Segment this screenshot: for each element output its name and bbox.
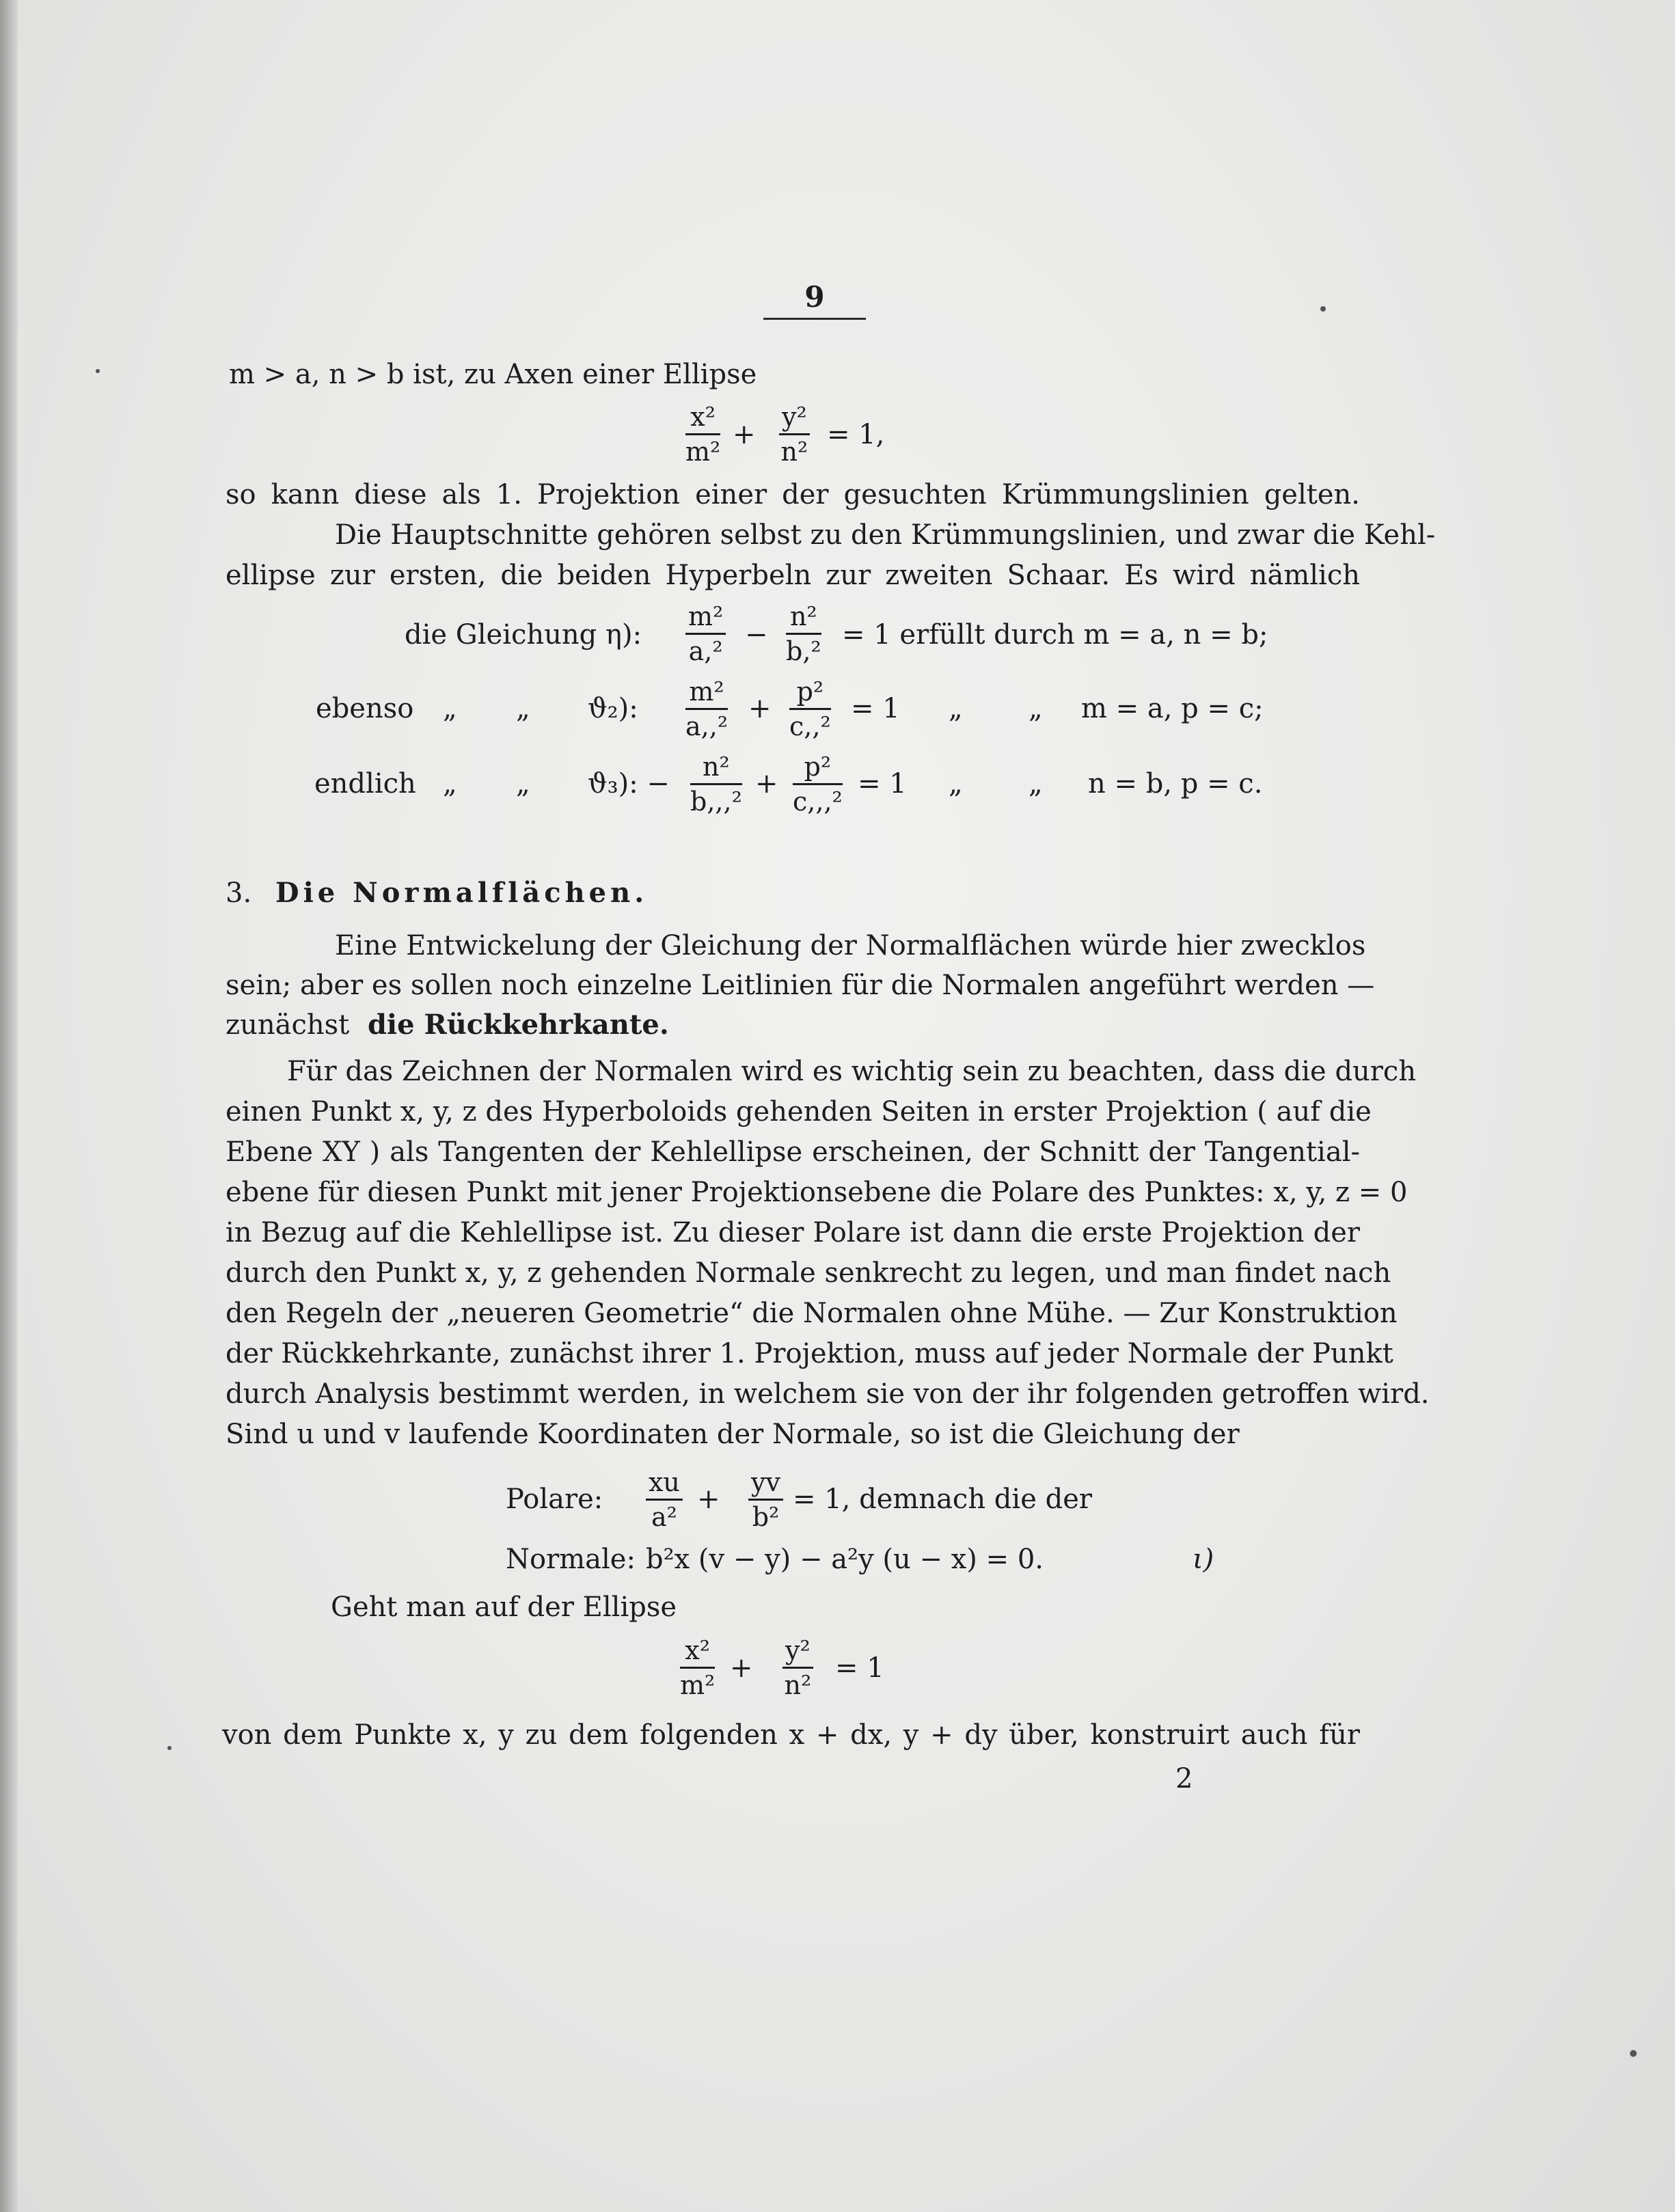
text-line: in Bezug auf die Kehlellipse ist. Zu dieser Polare ist dann die erste Projektion der	[226, 1217, 1360, 1248]
operator: +	[755, 768, 778, 800]
equation-label: die Gleichung η):	[405, 619, 642, 651]
operator: +	[730, 1652, 753, 1684]
section-number: 3.	[226, 877, 252, 909]
equation-rhs: = 1	[851, 693, 900, 724]
fraction: $\frac{\text{y²}}{\text{n²}}$	[779, 402, 810, 467]
section-title: Die Normalflächen.	[275, 877, 649, 909]
equation-result: n = b, p = c.	[1088, 768, 1263, 800]
page-number: 9	[763, 280, 866, 320]
text-line: so kann diese als 1. Projektion einer der gesuchten Krümmungslinien gelten.	[226, 479, 1360, 510]
operator: +	[748, 693, 772, 724]
equation-label: Polare:	[506, 1484, 603, 1515]
ditto-mark: „	[949, 768, 963, 800]
fraction: $\frac{\text{p²}}{\text{c,,²}}$	[789, 677, 831, 741]
fraction: $\frac{\text{p²}}{\text{c,,,²}}$	[793, 752, 843, 817]
operator: +	[697, 1484, 720, 1515]
equation-label: ebenso	[316, 693, 414, 724]
fraction: $\frac{\text{m²}}{\text{a,²}}$	[685, 601, 726, 666]
scan-speck	[1630, 2050, 1637, 2057]
scan-speck	[167, 1746, 172, 1750]
operator: +	[733, 419, 756, 450]
text-line: Für das Zeichnen der Normalen wird es wichtig sein zu beachten, dass die durch	[287, 1056, 1417, 1087]
equation-label: endlich	[314, 768, 416, 800]
equation-rhs: = 1, demnach die der	[793, 1484, 1092, 1515]
sheet-number: 2	[1175, 1763, 1193, 1794]
text-line: m > a, n > b ist, zu Axen einer Ellipse	[229, 359, 757, 390]
scan-speck	[1320, 306, 1326, 312]
scan-speck	[96, 369, 100, 373]
equation-rhs: = 1 erfüllt durch m = a, n = b;	[842, 619, 1268, 651]
ditto-mark: „	[443, 768, 457, 800]
page-edge-shadow	[0, 0, 18, 2212]
text-line: einen Punkt x, y, z des Hyperboloids gehenden Seiten in erster Projektion ( auf die	[226, 1096, 1372, 1128]
fraction: $\frac{\text{n²}}{\text{b,²}}$	[786, 601, 821, 666]
ditto-mark: „	[516, 693, 530, 724]
text-line: Eine Entwickelung der Gleichung der Normalflächen würde hier zwecklos	[335, 930, 1366, 961]
text-line: Die Hauptschnitte gehören selbst zu den Krümmungslinien, und zwar die Kehl-	[335, 519, 1436, 551]
text-line: von dem Punkte x, y zu dem folgenden x + dx, y + dy über, konstruirt auch für	[222, 1719, 1360, 1751]
equation-tag: ι)	[1193, 1544, 1214, 1575]
fraction: $\frac{\text{y²}}{\text{n²}}$	[782, 1635, 813, 1700]
text-line: den Regeln der „neueren Geometrie“ die Normalen ohne Mühe. — Zur Konstruktion	[226, 1298, 1398, 1329]
equation-body: b²x (v − y) − a²y (u − x) = 0.	[646, 1544, 1044, 1575]
text-line: Sind u und v laufende Koordinaten der Normale, so ist die Gleichung der	[226, 1419, 1240, 1450]
ditto-mark: „	[1029, 768, 1043, 800]
fraction: $\frac{xu}{\text{a²}}$	[646, 1467, 683, 1532]
text-line: sein; aber es sollen noch einzelne Leitlinien für die Normalen angeführt werden —	[226, 970, 1375, 1001]
equation-rhs: = 1	[858, 768, 907, 800]
fraction: $\frac{\text{x²}}{\text{m²}}$	[680, 1635, 716, 1700]
fraction: $\frac{\text{n²}}{\text{b,,,²}}$	[690, 752, 742, 817]
ditto-mark: „	[516, 768, 530, 800]
text-line: ellipse zur ersten, die beiden Hyperbeln zur zweiten Schaar. Es wird nämlich	[226, 560, 1360, 591]
equation-rhs: = 1,	[827, 419, 885, 450]
equation-symbol: ϑ₃): −	[588, 768, 670, 800]
ditto-mark: „	[949, 693, 963, 724]
text-line: Geht man auf der Ellipse	[331, 1592, 677, 1623]
section-heading	[226, 877, 648, 910]
text-line: ebene für diesen Punkt mit jener Projektionsebene die Polare des Punktes: x, y, z = 0	[226, 1177, 1408, 1208]
equation-label: Normale:	[506, 1544, 636, 1575]
equation-rhs: = 1	[835, 1652, 884, 1684]
equation-symbol: ϑ₂):	[588, 693, 638, 724]
ditto-mark: „	[1029, 693, 1043, 724]
text-line: zunächst die Rückkehrkante.	[226, 1009, 669, 1041]
text-line: Ebene XY ) als Tangenten der Kehlellipse erscheinen, der Schnitt der Tangential-	[226, 1136, 1360, 1168]
equation-result: m = a, p = c;	[1081, 693, 1264, 724]
fraction: $\frac{yv}{\text{b²}}$	[748, 1467, 783, 1532]
text-line: der Rückkehrkante, zunächst ihrer 1. Projektion, muss auf jeder Normale der Punkt	[226, 1338, 1393, 1369]
ditto-mark: „	[443, 693, 457, 724]
fraction: $\frac{\text{m²}}{\text{a,,²}}$	[685, 677, 728, 741]
fraction: $\frac{\text{x²}}{\text{m²}}$	[685, 402, 721, 467]
text-line: durch Analysis bestimmt werden, in welchem sie von der ihr folgenden getroffen wird.	[226, 1378, 1430, 1410]
text-line: durch den Punkt x, y, z gehenden Normale senkrecht zu legen, und man findet nach	[226, 1257, 1391, 1289]
operator: −	[745, 619, 768, 651]
